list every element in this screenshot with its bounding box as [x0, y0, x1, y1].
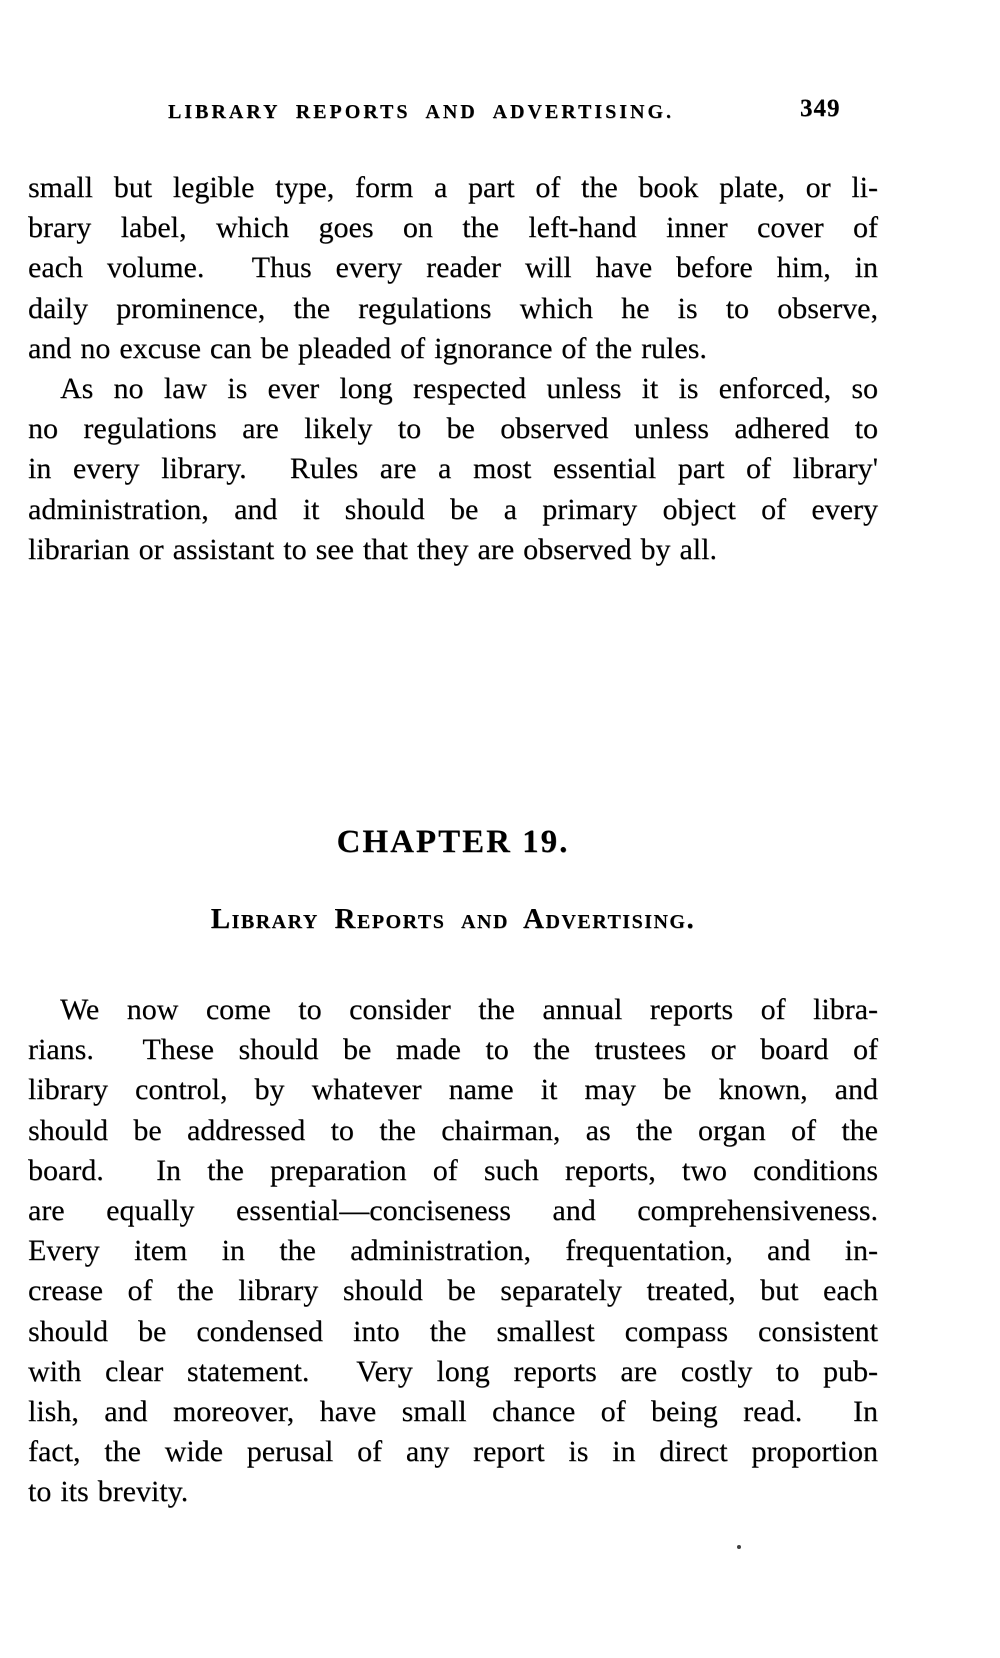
ink-speck [737, 1545, 741, 1549]
chapter-heading: CHAPTER 19. [336, 824, 570, 860]
text-line: We now come to consider the annual reports of libra- [60, 993, 878, 1026]
text-line: crease of the library should be separately treated, but each [28, 1274, 878, 1308]
text-body-top [28, 168, 878, 570]
text-line: librarian or assistant to see that they are observed by all. [28, 532, 717, 566]
text-line: to its brevity. [28, 1475, 189, 1509]
text-line: daily prominence, the regulations which he is to observe, [28, 291, 878, 325]
text-line: are equally essential—conciseness and comprehensiveness. [28, 1193, 878, 1227]
text-line: in every library. Rules are a most essential part of library' [28, 452, 878, 486]
text-line: each volume. Thus every reader will have before him, in [28, 251, 878, 285]
page-number: 349 [800, 95, 841, 122]
running-head [28, 95, 841, 131]
text-line: rians. These should be made to the trustees or board of [28, 1033, 878, 1067]
running-head-title: LIBRARY REPORTS AND ADVERTISING. [167, 101, 675, 123]
text-line: Every item in the administration, frequentation, and in- [28, 1234, 878, 1268]
text-line: should be addressed to the chairman, as the organ of the [28, 1113, 878, 1147]
text-line: and no excuse can be pleaded of ignorance of the rules. [28, 331, 707, 365]
text-line: brary label, which goes on the left-hand inner cover of [28, 211, 878, 245]
text-line: lish, and moreover, have small chance of being read. In [28, 1394, 878, 1428]
chapter-subtitle: Library Reports and Advertising. [210, 903, 696, 935]
text-line: library control, by whatever name it may be known, and [28, 1073, 878, 1107]
text-line: administration, and it should be a primary object of every [28, 492, 878, 526]
text-line: small but legible type, form a part of the book plate, or li- [28, 171, 878, 204]
text-line: fact, the wide perusal of any report is in direct proportion [28, 1435, 878, 1469]
text-line: no regulations are likely to be observed unless adhered to [28, 412, 878, 446]
text-line: As no law is ever long respected unless it is enforced, so [60, 371, 878, 405]
text-line: board. In the preparation of such reports, two conditions [28, 1153, 878, 1187]
text-line: with clear statement. Very long reports are costly to pub- [28, 1354, 878, 1388]
text-body-bottom [28, 990, 878, 1512]
text-line: should be condensed into the smallest compass consistent [28, 1314, 878, 1348]
